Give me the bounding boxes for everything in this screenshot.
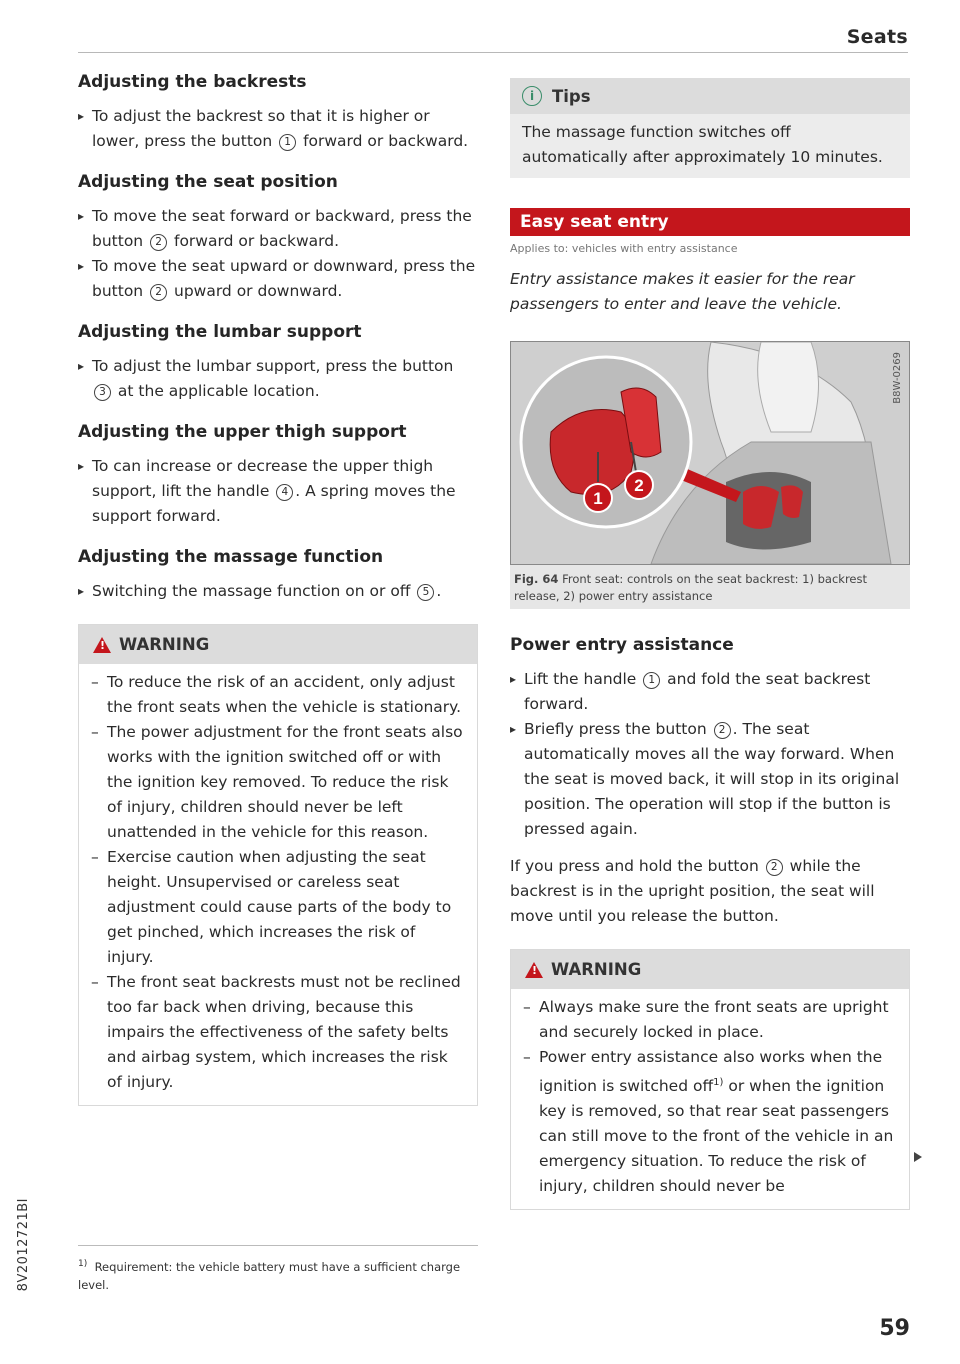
callout-1-icon: 1	[279, 134, 296, 151]
callout-4-icon: 4	[276, 484, 293, 501]
warning-item: – Exercise caution when adjusting the seat height. Unsupervised or careless seat adjustment could cause parts of the body to get pinched, which increases the risk of injury.	[91, 845, 465, 970]
heading-thigh: Adjusting the upper thigh support	[78, 422, 407, 442]
step-thigh-1: ▸ To can increase or decrease the upper thigh support, lift the handle 4 . A spring moves the support forward.	[78, 454, 478, 529]
callout-5-icon: 5	[417, 584, 434, 601]
continued-arrow-icon	[914, 1152, 922, 1162]
warning-triangle-icon	[525, 962, 543, 978]
heading-power-entry: Power entry assistance	[510, 635, 734, 655]
heading-backrests: Adjusting the backrests	[78, 72, 307, 92]
footnote-rule	[78, 1245, 478, 1246]
svg-text:1: 1	[593, 489, 603, 508]
section-header: Seats	[846, 26, 908, 48]
tips-box	[510, 78, 910, 178]
callout-2-icon: 2	[150, 234, 167, 251]
tips-text: The massage function switches off automatically after approximately 10 minutes.	[522, 123, 883, 166]
warning-box-left	[78, 624, 478, 1106]
svg-text:2: 2	[634, 476, 644, 495]
step-lumbar-1: ▸ To adjust the lumbar support, press the button 3 at the applicable location.	[78, 354, 478, 404]
seat-figure	[510, 341, 910, 565]
warning-box-right	[510, 949, 910, 1210]
warning-item: – Power entry assistance also works when the ignition is switched off$^{1)}$ or when the ignition key is removed, so that rear seat passengers can still move to the front of the vehicle in an emergency situation. To reduce the risk of injury, children should never be	[523, 1045, 897, 1199]
footnote: $^{1)}$ Requirement: the vehicle battery must have a sufficient charge level.	[78, 1259, 461, 1292]
warning-header: ! WARNING	[511, 950, 909, 989]
document-side-code: 8V2012721BI	[16, 1198, 31, 1292]
step-power-entry-1: ▸ Lift the handle 1 and fold the seat backrest forward.	[510, 667, 910, 717]
page-number: 59	[879, 1316, 910, 1341]
callout-2-icon: 2	[150, 284, 167, 301]
callout-1-icon: 1	[643, 672, 660, 689]
warning-header: ! WARNING	[79, 625, 477, 664]
top-rule	[78, 52, 908, 53]
step-massage-1: ▸ Switching the massage function on or off 5 .	[78, 579, 478, 604]
figure-code: B8W-0269	[892, 352, 903, 404]
callout-3-icon: 3	[94, 384, 111, 401]
left-column	[78, 70, 478, 1106]
step-seat-position-1: ▸ To move the seat forward or backward, press the button 2 forward or backward.	[78, 204, 478, 254]
callout-2-icon: 2	[714, 722, 731, 739]
step-seat-position-2: ▸ To move the seat upward or downward, press the button 2 upward or downward.	[78, 254, 478, 304]
tips-header: i Tips	[510, 78, 910, 114]
warning-item: – The front seat backrests must not be reclined too far back when driving, because this impairs the effectiveness of the safety belts and airbag system, which increases the risk of injury.	[91, 970, 465, 1095]
seat-controls-illustration	[511, 342, 909, 564]
right-column	[510, 78, 910, 1210]
hold-paragraph: If you press and hold the button 2 while the backrest is in the upright position, the seat will move until you release the button.	[510, 857, 875, 925]
warning-item: – To reduce the risk of an accident, only adjust the front seats when the vehicle is stationary.	[91, 670, 465, 720]
warning-item: – The power adjustment for the front seats also works with the ignition switched off or with the ignition key removed. To reduce the risk of injury, children should never be left unattended in the vehicle for this reason.	[91, 720, 465, 845]
step-power-entry-2: ▸ Briefly press the button 2 . The seat automatically moves all the way forward. When the seat is moved back, it will stop in its original position. The operation will stop if the button is pressed again.	[510, 717, 910, 842]
heading-seat-position: Adjusting the seat position	[78, 172, 338, 192]
heading-lumbar: Adjusting the lumbar support	[78, 322, 362, 342]
figure-caption: Fig. 64 Front seat: controls on the seat backrest: 1) backrest release, 2) power entry assistance	[510, 565, 910, 609]
intro-text: Entry assistance makes it easier for the rear passengers to enter and leave the vehicle.	[510, 270, 855, 313]
warning-triangle-icon	[93, 637, 111, 653]
step-backrest-1: ▸ To adjust the backrest so that it is higher or lower, press the button 1 forward or backward.	[78, 104, 478, 154]
heading-massage: Adjusting the massage function	[78, 547, 384, 567]
warning-item: – Always make sure the front seats are upright and securely locked in place.	[523, 995, 897, 1045]
applies-to: Applies to: vehicles with entry assistance	[510, 242, 738, 255]
info-icon: i	[522, 86, 542, 106]
footnote-ref: 1)	[713, 1077, 724, 1088]
callout-2-icon: 2	[766, 859, 783, 876]
easy-entry-title-bar: Easy seat entry	[510, 208, 910, 236]
